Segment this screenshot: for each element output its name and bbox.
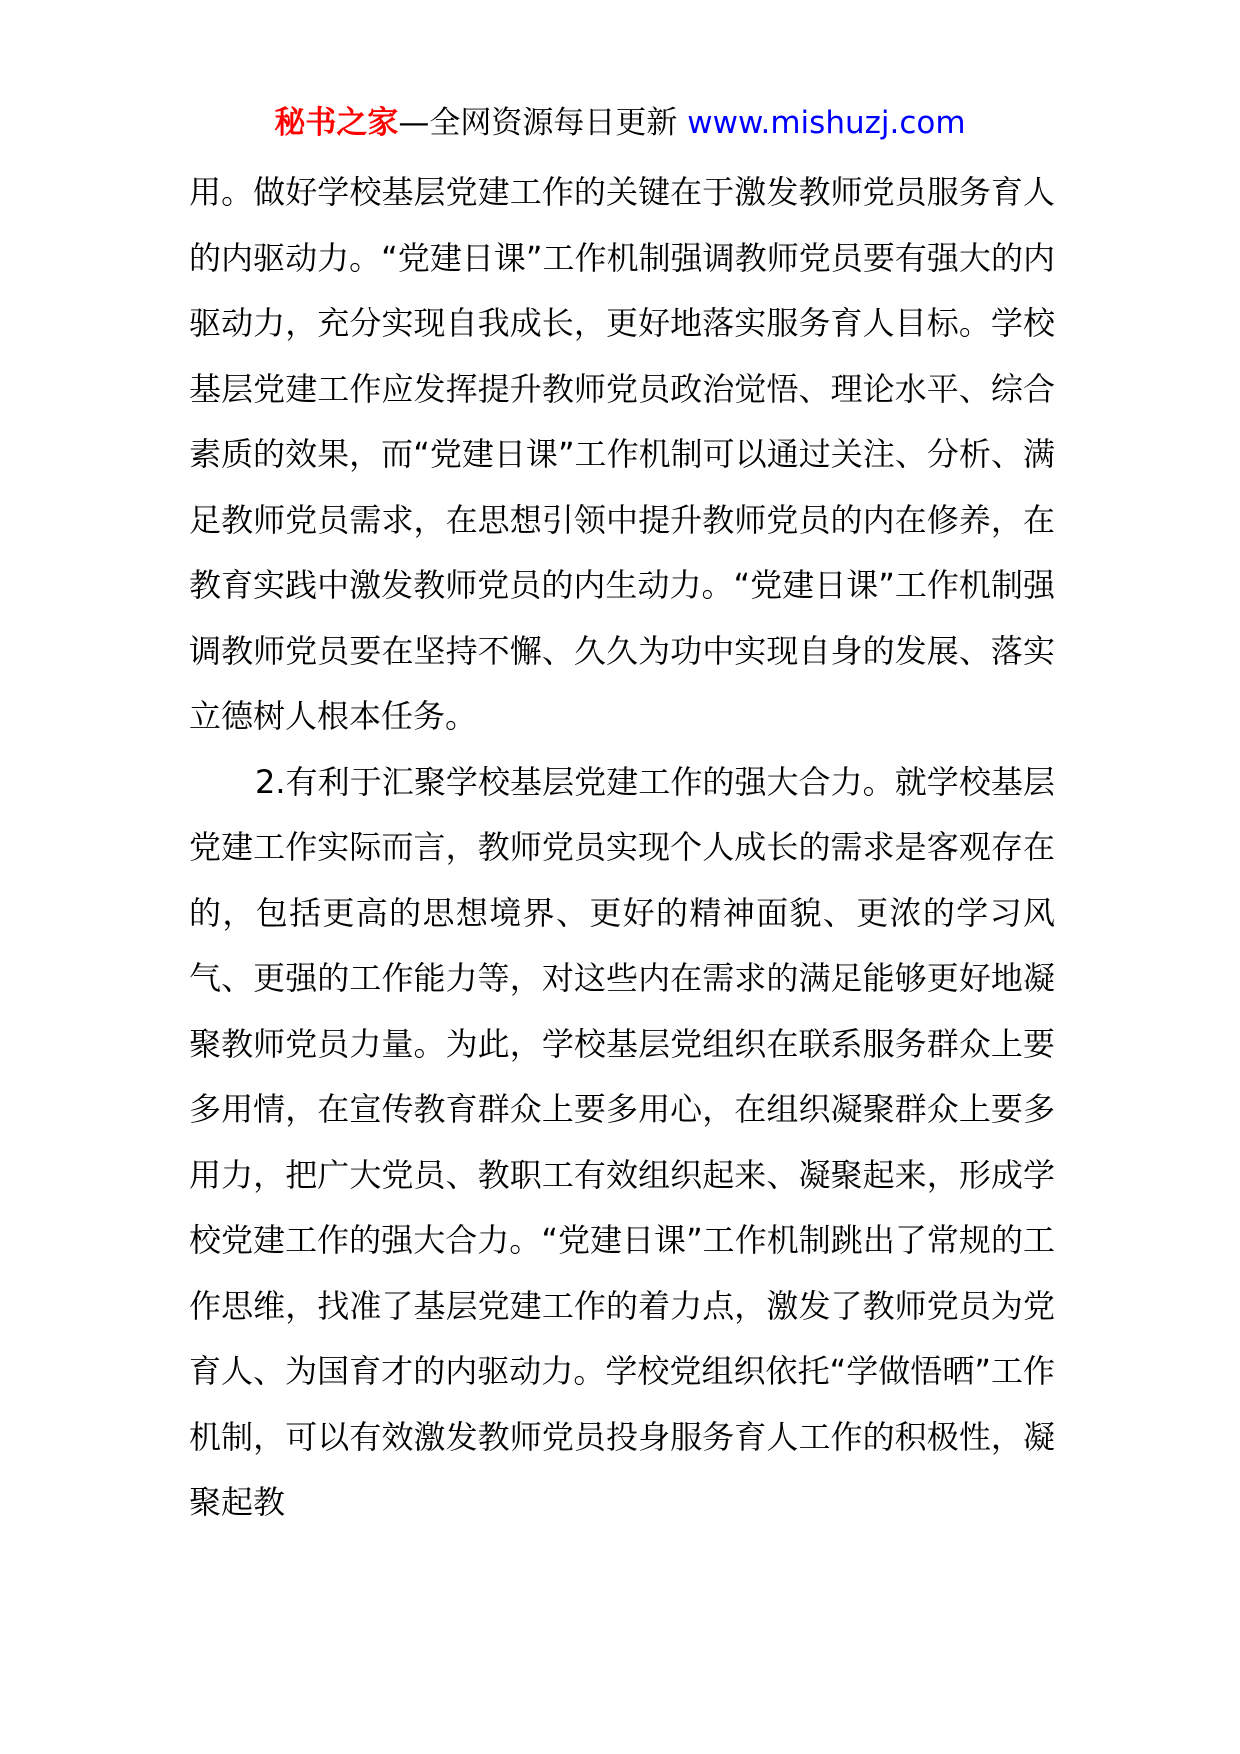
paragraph-2: 2.有利于汇聚学校基层党建工作的强大合力。就学校基层党建工作实际而言，教师党员实现个人成长的需求是客观存在的，包括更高的思想境界、更好的精神面貌、更浓的学习风气、更强的工作能力等，对这些内在需求的满足能够更好地凝聚教师党员力量。为此，学校基层党组织在联系服务群众上要多用情，在宣传教育群众上要多用心，在组织凝聚群众上要多用力，把广大党员、教职工有效组织起来、凝聚起来，形成学校党建工作的强大合力。“党建日课”工作机制跳出了常规的工作思维，找准了基层党建工作的着力点，激发了教师党员为党育人、为国育才的内驱动力。学校党组织依托“学做悟晒”工作机制，可以有效激发教师党员投身服务育人工作的积极性，凝聚起教 <box>189 762 1055 1521</box>
site-header <box>0 100 1240 146</box>
document-body <box>189 160 1055 1536</box>
site-url-link[interactable]: www.mishuzj.com <box>687 105 966 141</box>
brand-name: 秘书之家 <box>274 105 399 141</box>
header-tagline: —全网资源每日更新 <box>398 105 678 141</box>
paragraph-continued: 用。做好学校基层党建工作的关键在于激发教师党员服务育人的内驱动力。“党建日课”工作机制强调教师党员要有强大的内驱动力，充分实现自我成长，更好地落实服务育人目标。学校基层党建工作应发挥提升教师党员政治觉悟、理论水平、综合素质的效果，而“党建日课”工作机制可以通过关注、分析、满足教师党员需求，在思想引领中提升教师党员的内在修养，在教育实践中激发教师党员的内生动力。“党建日课”工作机制强调教师党员要在坚持不懈、久久为功中实现自身的发展、落实立德树人根本任务。 <box>189 173 1055 735</box>
